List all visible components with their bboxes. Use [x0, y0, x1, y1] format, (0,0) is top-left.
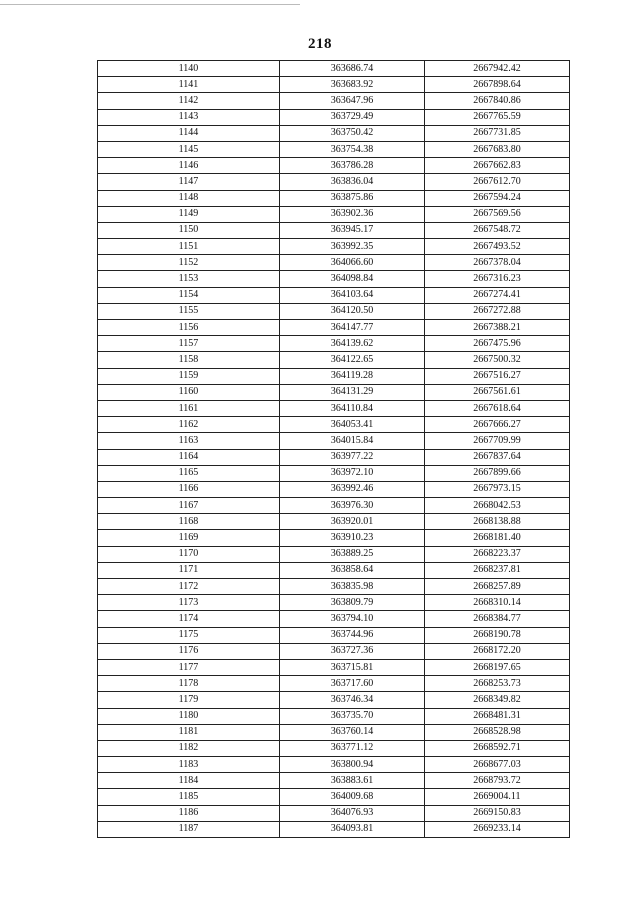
point-number-cell: 1187 [98, 821, 280, 837]
table-row [98, 255, 570, 271]
table-row [98, 239, 570, 255]
table-row [98, 141, 570, 157]
table-row [98, 676, 570, 692]
x-coordinate-cell: 363717.60 [280, 676, 425, 692]
table-row [98, 465, 570, 481]
x-coordinate-cell: 363945.17 [280, 222, 425, 238]
x-coordinate-cell: 363883.61 [280, 773, 425, 789]
scan-edge-line [0, 4, 300, 5]
table-row [98, 384, 570, 400]
table-row [98, 174, 570, 190]
x-coordinate-cell: 363910.23 [280, 530, 425, 546]
x-coordinate-cell: 363972.10 [280, 465, 425, 481]
x-coordinate-cell: 363800.94 [280, 757, 425, 773]
point-number-cell: 1159 [98, 368, 280, 384]
y-coordinate-cell: 2667569.56 [425, 206, 570, 222]
table-row [98, 530, 570, 546]
x-coordinate-cell: 363835.98 [280, 579, 425, 595]
table-row [98, 368, 570, 384]
y-coordinate-cell: 2667272.88 [425, 303, 570, 319]
y-coordinate-cell: 2668793.72 [425, 773, 570, 789]
table-row [98, 740, 570, 756]
y-coordinate-cell: 2668223.37 [425, 546, 570, 562]
point-number-cell: 1156 [98, 320, 280, 336]
y-coordinate-cell: 2668384.77 [425, 611, 570, 627]
x-coordinate-cell: 363836.04 [280, 174, 425, 190]
point-number-cell: 1172 [98, 579, 280, 595]
point-number-cell: 1167 [98, 498, 280, 514]
table-row [98, 659, 570, 675]
y-coordinate-cell: 2668197.65 [425, 659, 570, 675]
x-coordinate-cell: 364122.65 [280, 352, 425, 368]
y-coordinate-cell: 2667561.61 [425, 384, 570, 400]
y-coordinate-cell: 2667475.96 [425, 336, 570, 352]
table-row [98, 320, 570, 336]
table-row [98, 773, 570, 789]
point-number-cell: 1149 [98, 206, 280, 222]
y-coordinate-cell: 2667731.85 [425, 125, 570, 141]
y-coordinate-cell: 2667837.64 [425, 449, 570, 465]
table-row [98, 400, 570, 416]
x-coordinate-cell: 363889.25 [280, 546, 425, 562]
y-coordinate-cell: 2667973.15 [425, 481, 570, 497]
y-coordinate-cell: 2668310.14 [425, 595, 570, 611]
table-row [98, 757, 570, 773]
point-number-cell: 1141 [98, 77, 280, 93]
point-number-cell: 1181 [98, 724, 280, 740]
point-number-cell: 1175 [98, 627, 280, 643]
table-row [98, 109, 570, 125]
point-number-cell: 1162 [98, 417, 280, 433]
point-number-cell: 1183 [98, 757, 280, 773]
x-coordinate-cell: 364147.77 [280, 320, 425, 336]
y-coordinate-cell: 2667899.66 [425, 465, 570, 481]
point-number-cell: 1180 [98, 708, 280, 724]
table-row [98, 481, 570, 497]
point-number-cell: 1164 [98, 449, 280, 465]
y-coordinate-cell: 2668253.73 [425, 676, 570, 692]
y-coordinate-cell: 2668181.40 [425, 530, 570, 546]
x-coordinate-cell: 364076.93 [280, 805, 425, 821]
table-row [98, 222, 570, 238]
x-coordinate-cell: 363746.34 [280, 692, 425, 708]
point-number-cell: 1157 [98, 336, 280, 352]
x-coordinate-cell: 364110.84 [280, 400, 425, 416]
y-coordinate-cell: 2667765.59 [425, 109, 570, 125]
point-number-cell: 1168 [98, 514, 280, 530]
x-coordinate-cell: 363809.79 [280, 595, 425, 611]
point-number-cell: 1185 [98, 789, 280, 805]
point-number-cell: 1146 [98, 158, 280, 174]
x-coordinate-cell: 363729.49 [280, 109, 425, 125]
point-number-cell: 1170 [98, 546, 280, 562]
table-row [98, 190, 570, 206]
table-row [98, 498, 570, 514]
point-number-cell: 1186 [98, 805, 280, 821]
x-coordinate-cell: 363686.74 [280, 61, 425, 77]
y-coordinate-cell: 2668349.82 [425, 692, 570, 708]
point-number-cell: 1140 [98, 61, 280, 77]
x-coordinate-cell: 364009.68 [280, 789, 425, 805]
table-row [98, 77, 570, 93]
x-coordinate-cell: 364139.62 [280, 336, 425, 352]
y-coordinate-cell: 2667666.27 [425, 417, 570, 433]
table-row [98, 579, 570, 595]
table-row [98, 125, 570, 141]
x-coordinate-cell: 364103.64 [280, 287, 425, 303]
point-number-cell: 1182 [98, 740, 280, 756]
point-number-cell: 1178 [98, 676, 280, 692]
table-row [98, 805, 570, 821]
x-coordinate-cell: 363754.38 [280, 141, 425, 157]
table-row [98, 93, 570, 109]
point-number-cell: 1174 [98, 611, 280, 627]
table-row [98, 708, 570, 724]
y-coordinate-cell: 2667942.42 [425, 61, 570, 77]
y-coordinate-cell: 2667898.64 [425, 77, 570, 93]
point-number-cell: 1153 [98, 271, 280, 287]
table-row [98, 433, 570, 449]
y-coordinate-cell: 2667594.24 [425, 190, 570, 206]
x-coordinate-cell: 363771.12 [280, 740, 425, 756]
y-coordinate-cell: 2667378.04 [425, 255, 570, 271]
table-row [98, 546, 570, 562]
table-row [98, 61, 570, 77]
x-coordinate-cell: 363794.10 [280, 611, 425, 627]
x-coordinate-cell: 363920.01 [280, 514, 425, 530]
x-coordinate-cell: 363760.14 [280, 724, 425, 740]
y-coordinate-cell: 2667709.99 [425, 433, 570, 449]
table-row [98, 562, 570, 578]
point-number-cell: 1171 [98, 562, 280, 578]
table-row [98, 417, 570, 433]
y-coordinate-cell: 2668190.78 [425, 627, 570, 643]
x-coordinate-cell: 363875.86 [280, 190, 425, 206]
point-number-cell: 1147 [98, 174, 280, 190]
point-number-cell: 1161 [98, 400, 280, 416]
y-coordinate-cell: 2668237.81 [425, 562, 570, 578]
y-coordinate-cell: 2667612.70 [425, 174, 570, 190]
point-number-cell: 1151 [98, 239, 280, 255]
point-number-cell: 1150 [98, 222, 280, 238]
x-coordinate-cell: 363976.30 [280, 498, 425, 514]
x-coordinate-cell: 363902.36 [280, 206, 425, 222]
y-coordinate-cell: 2667316.23 [425, 271, 570, 287]
x-coordinate-cell: 363715.81 [280, 659, 425, 675]
table-row [98, 303, 570, 319]
page-number: 218 [308, 36, 332, 52]
point-number-cell: 1152 [98, 255, 280, 271]
y-coordinate-cell: 2668042.53 [425, 498, 570, 514]
y-coordinate-cell: 2667683.80 [425, 141, 570, 157]
table-row [98, 336, 570, 352]
x-coordinate-cell: 363750.42 [280, 125, 425, 141]
y-coordinate-cell: 2668592.71 [425, 740, 570, 756]
table-row [98, 643, 570, 659]
x-coordinate-cell: 364015.84 [280, 433, 425, 449]
table-row [98, 158, 570, 174]
x-coordinate-cell: 363683.92 [280, 77, 425, 93]
point-number-cell: 1154 [98, 287, 280, 303]
table-row [98, 789, 570, 805]
point-number-cell: 1155 [98, 303, 280, 319]
table-row [98, 692, 570, 708]
point-number-cell: 1163 [98, 433, 280, 449]
y-coordinate-cell: 2667516.27 [425, 368, 570, 384]
y-coordinate-cell: 2668172.20 [425, 643, 570, 659]
table-row [98, 627, 570, 643]
point-number-cell: 1169 [98, 530, 280, 546]
point-number-cell: 1160 [98, 384, 280, 400]
x-coordinate-cell: 364120.50 [280, 303, 425, 319]
table-row [98, 514, 570, 530]
x-coordinate-cell: 363992.46 [280, 481, 425, 497]
point-number-cell: 1145 [98, 141, 280, 157]
y-coordinate-cell: 2669004.11 [425, 789, 570, 805]
y-coordinate-cell: 2667840.86 [425, 93, 570, 109]
table-row [98, 724, 570, 740]
x-coordinate-cell: 364131.29 [280, 384, 425, 400]
point-number-cell: 1144 [98, 125, 280, 141]
y-coordinate-cell: 2667618.64 [425, 400, 570, 416]
y-coordinate-cell: 2668257.89 [425, 579, 570, 595]
x-coordinate-cell: 364119.28 [280, 368, 425, 384]
x-coordinate-cell: 363647.96 [280, 93, 425, 109]
x-coordinate-cell: 363786.28 [280, 158, 425, 174]
point-number-cell: 1166 [98, 481, 280, 497]
point-number-cell: 1165 [98, 465, 280, 481]
point-number-cell: 1158 [98, 352, 280, 368]
y-coordinate-cell: 2669150.83 [425, 805, 570, 821]
x-coordinate-cell: 363744.96 [280, 627, 425, 643]
y-coordinate-cell: 2667662.83 [425, 158, 570, 174]
y-coordinate-cell: 2667500.32 [425, 352, 570, 368]
x-coordinate-cell: 363727.36 [280, 643, 425, 659]
point-number-cell: 1176 [98, 643, 280, 659]
table-row [98, 206, 570, 222]
y-coordinate-cell: 2668138.88 [425, 514, 570, 530]
point-number-cell: 1179 [98, 692, 280, 708]
y-coordinate-cell: 2667493.52 [425, 239, 570, 255]
coordinates-table [97, 60, 570, 838]
y-coordinate-cell: 2668677.03 [425, 757, 570, 773]
x-coordinate-cell: 363858.64 [280, 562, 425, 578]
table-row [98, 271, 570, 287]
y-coordinate-cell: 2667548.72 [425, 222, 570, 238]
y-coordinate-cell: 2668481.31 [425, 708, 570, 724]
x-coordinate-cell: 364053.41 [280, 417, 425, 433]
x-coordinate-cell: 363735.70 [280, 708, 425, 724]
x-coordinate-cell: 363977.22 [280, 449, 425, 465]
point-number-cell: 1143 [98, 109, 280, 125]
table-row [98, 821, 570, 837]
y-coordinate-cell: 2669233.14 [425, 821, 570, 837]
point-number-cell: 1148 [98, 190, 280, 206]
x-coordinate-cell: 364098.84 [280, 271, 425, 287]
point-number-cell: 1177 [98, 659, 280, 675]
x-coordinate-cell: 364066.60 [280, 255, 425, 271]
y-coordinate-cell: 2667388.21 [425, 320, 570, 336]
table-row [98, 449, 570, 465]
y-coordinate-cell: 2668528.98 [425, 724, 570, 740]
table-row [98, 595, 570, 611]
y-coordinate-cell: 2667274.41 [425, 287, 570, 303]
table-row [98, 611, 570, 627]
x-coordinate-cell: 364093.81 [280, 821, 425, 837]
x-coordinate-cell: 363992.35 [280, 239, 425, 255]
coordinates-table-body [98, 61, 570, 838]
table-row [98, 287, 570, 303]
point-number-cell: 1142 [98, 93, 280, 109]
point-number-cell: 1173 [98, 595, 280, 611]
point-number-cell: 1184 [98, 773, 280, 789]
table-row [98, 352, 570, 368]
